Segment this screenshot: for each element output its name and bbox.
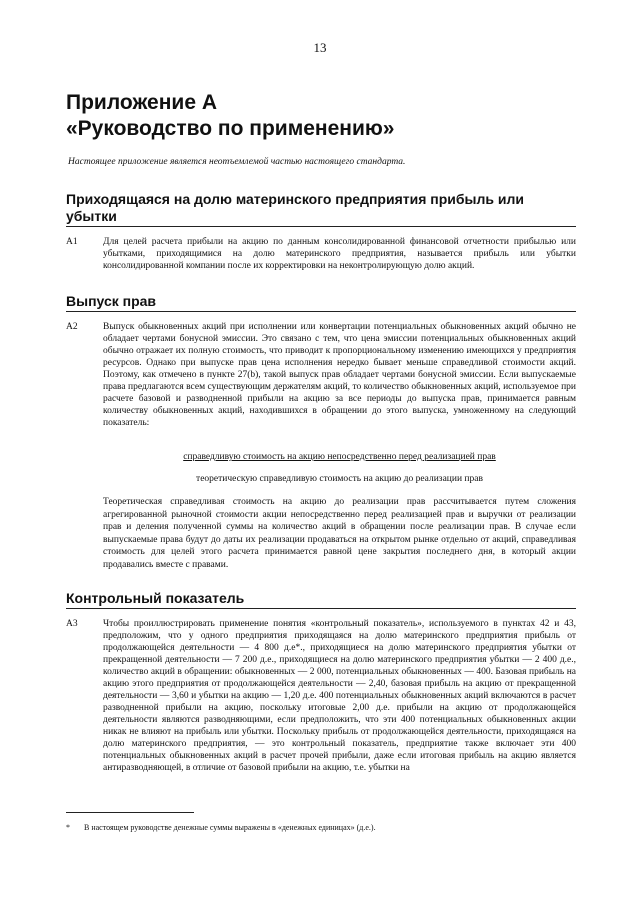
appendix-title-line-1: Приложение A bbox=[66, 91, 218, 114]
paragraph-text: Чтобы проиллюстрировать применение понятия «контрольный показатель», используемого в пунктах 42 и 43, предположим, что у одного предприятия приходящаяся на долю материнского предприятия прибыль от продолжающейся деятельности — 4 800 д.е*., приходящиеся на долю материнского предприятия убытки от прекращенной деятельности — 7 200 д.е., приходящиеся на долю материнского предприятия убытки — 2 400 д.е., количество акций в обращении: обыкновенных — 2 000, потенциальных обыкновенных — 400. Базовая прибыль на акцию этого предприятия от продолжающейся деятельности — 2,40, базовая прибыль на акцию от прекращенной деятельности — 3,60 и убытки на акцию — 1,20 д.е. 400 потенциальных обыкновенных акций включаются в расчет разводненной прибыли на акцию, поскольку итоговые 2,00 д.е. прибыли на акцию от продолжающейся деятельности являются разводняющими, если предположить, что эти 400 потенциальных обыкновенных акции никак не влияют на прибыль или убытки. Поскольку прибыль от продолжающейся деятельности, приходящаяся на долю материнского предприятия, — это контрольный показатель, предприятие также включает эти 400 потенциальных обыкновенных акций в расчет прочей прибыли, даже если итоговая прибыль на акцию является антиразводняющей, в отличие от базовой прибыли на акцию, т.е. убытки на bbox=[103, 619, 576, 773]
section-heading-profit-line-1: Приходящаяся на долю материнского предприятия прибыль или bbox=[66, 191, 524, 207]
footnote-text: В настоящем руководстве денежные суммы выражены в «денежных единицах» (д.е.). bbox=[84, 823, 376, 832]
paragraph-number: A1 bbox=[66, 237, 78, 247]
section-heading-profit bbox=[66, 191, 576, 227]
paragraph-number: A2 bbox=[66, 322, 78, 332]
intro-note: Настоящее приложение является неотъемлемой частью настоящего стандарта. bbox=[68, 157, 406, 167]
paragraph-a2-continuation: Теоретическая справедливая стоимость на акцию до реализации прав рассчитывается путем сложения агрегированной рыночной стоимости акции непосредственно перед реализацией прав и выручки от реализации прав и деления полученной суммы на количество акций в обращении после реализации прав. В случае если выпускаемые права будут до даты их реализации продаваться на открытом рынке отдельно от акций, справедливая стоимость для целей этого расчета принимается равной цене закрытия последнего дня, в который акции продавались вместе с правами. bbox=[103, 497, 576, 570]
formula-denominator: теоретическую справедливую стоимость на акцию до реализации прав bbox=[196, 474, 483, 484]
paragraph-text: Для целей расчета прибыли на акцию по данным консолидированной финансовой отчетности прибылью или убытками, приходящимися на долю материнского предприятия, называется прибыль или убытки консолидированной компании после их корректировки на неконтролирующую долю акций. bbox=[103, 237, 576, 271]
paragraph-a1 bbox=[66, 236, 576, 272]
section-heading-profit-line-2: убытки bbox=[66, 208, 117, 224]
footnote-divider bbox=[66, 812, 194, 813]
formula-numerator bbox=[103, 452, 576, 462]
page-number: 13 bbox=[313, 40, 327, 55]
paragraph-text: Выпуск обыкновенных акций при исполнении или конвертации потенциальных обыкновенных акций обычно не обладает чертами бонусной эмиссии. Это связано с тем, что цена эмиссии потенциальных обыкновенных акций обычно отражает их полную стоимость, что приводит к пропорциональному изменению имеющихся у предприятия ресурсов. Однако при выпуске прав цена исполнения нередко бывает меньше справедливой стоимости акций. Поэтому, как отмечено в пункте 27(b), такой выпуск прав обладает чертами бонусной эмиссии. Если выпускаемые права предлагаются всем существующим держателям акций, то количество обыкновенных акций, используемое при расчете базовой и разводненной прибыли на акцию за все периоды до выпуска прав, принимается равным количеству обыкновенных акций, находившихся в обращении до этого выпуска, умноженному на следующий показатель: bbox=[103, 322, 576, 428]
section-heading-control: Контрольный показатель bbox=[66, 590, 576, 609]
formula-numerator-text: справедливую стоимость на акцию непосредственно перед реализацией прав bbox=[183, 452, 496, 462]
footnote bbox=[66, 823, 376, 832]
section-heading-rights: Выпуск прав bbox=[66, 293, 576, 312]
appendix-title-line-2: «Руководство по применению» bbox=[66, 117, 395, 140]
paragraph-number: A3 bbox=[66, 619, 78, 629]
paragraph-a2 bbox=[66, 321, 576, 429]
paragraph-a3 bbox=[66, 618, 576, 774]
appendix-title bbox=[66, 90, 394, 142]
footnote-mark: * bbox=[66, 823, 70, 832]
